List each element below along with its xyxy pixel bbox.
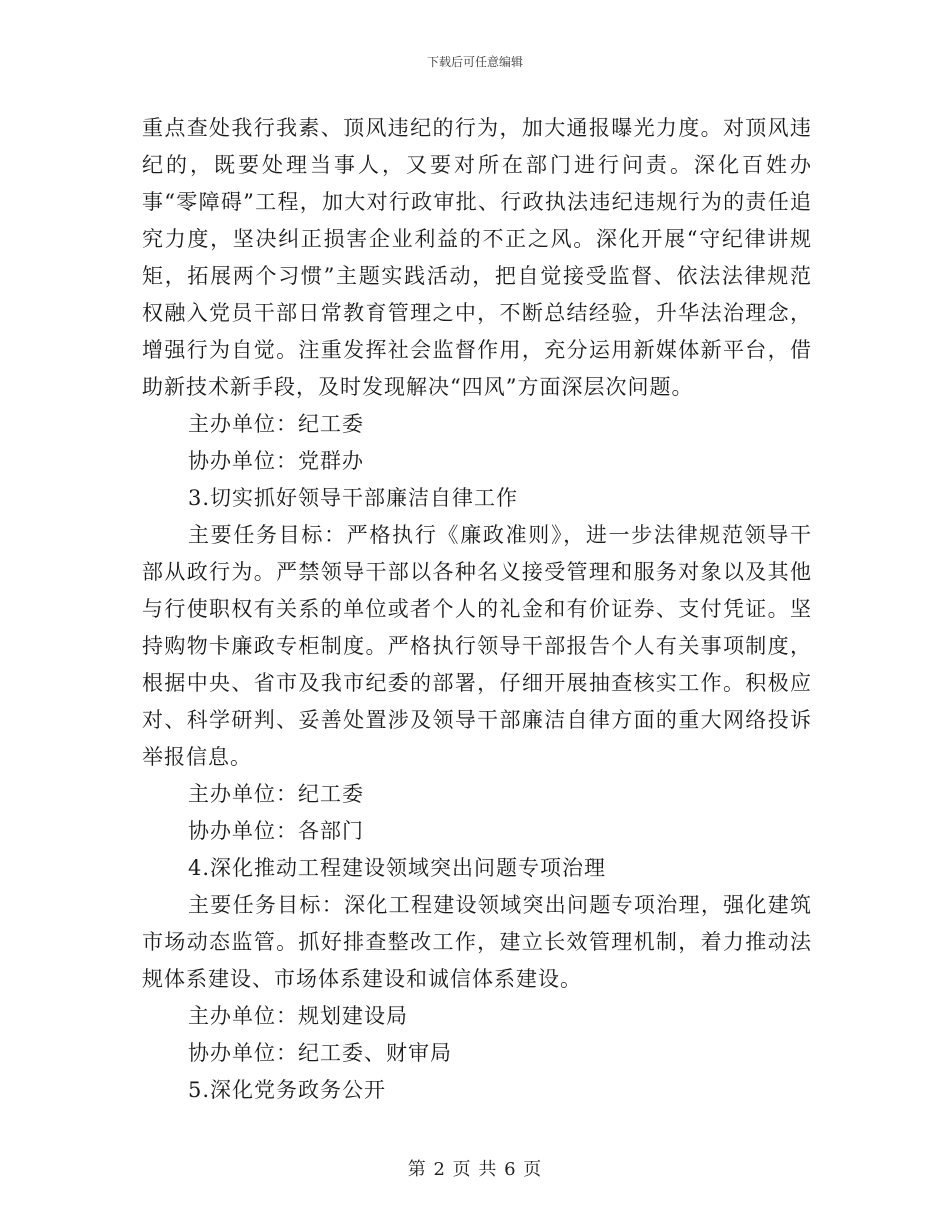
document-body xyxy=(142,110,812,1109)
section-heading: 5.深化党务政务公开 xyxy=(188,1078,387,1102)
assist-unit-line: 协办单位：各部门 xyxy=(188,819,364,843)
section-heading: 3.切实抓好领导干部廉洁自律工作 xyxy=(188,486,519,510)
host-unit-line: 主办单位：规划建设局 xyxy=(188,1004,408,1028)
page-footer: 第 2 页 共 6 页 xyxy=(407,1159,543,1180)
host-unit-line: 主办单位：纪工委 xyxy=(188,412,364,436)
paragraph-continuation: 重点查处我行我素、顶风违纪的行为，加大通报曝光力度。对顶风违纪的，既要处理当事人，又要对所在部门进行问责。深化百姓办事“零障碍”工程，加大对行政审批、行政执法违纪违规行为的责任追究力度，坚决纠正损害企业利益的不正之风。深化开展“守纪律讲规矩，拓展两个习惯”主题实践活动，把自觉接受监督、依法法律规范权融入党员干部日常教育管理之中，不断总结经验，升华法治理念，增强行为自觉。注重发挥社会监督作用，充分运用新媒体新平台，借助新技术新手段，及时发现解决“四风”方面深层次问题。 xyxy=(142,116,812,399)
page-header: 下载后可任意编辑 xyxy=(426,55,523,69)
host-unit-line: 主办单位：纪工委 xyxy=(188,782,364,806)
assist-unit-line: 协办单位：党群办 xyxy=(188,449,364,473)
task-goal-paragraph: 主要任务目标：深化工程建设领域突出问题专项治理，强化建筑市场动态监管。抓好排查整改工作，建立长效管理机制，着力推动法规体系建设、市场体系建设和诚信体系建设。 xyxy=(142,893,812,991)
section-heading: 4.深化推动工程建设领域突出问题专项治理 xyxy=(188,856,607,880)
assist-unit-line: 协办单位：纪工委、财审局 xyxy=(188,1041,452,1065)
task-goal-paragraph: 主要任务目标：严格执行《廉政准则》，进一步法律规范领导干部从政行为。严禁领导干部以各种名义接受管理和服务对象以及其他与行使职权有关系的单位或者个人的礼金和有价证券、支付凭证。坚持购物卡廉政专柜制度。严格执行领导干部报告个人有关事项制度，根据中央、省市及我市纪委的部署，仔细开展抽查核实工作。积极应对、科学研判、妥善处置涉及领导干部廉洁自律方面的重大网络投诉举报信息。 xyxy=(142,523,812,769)
